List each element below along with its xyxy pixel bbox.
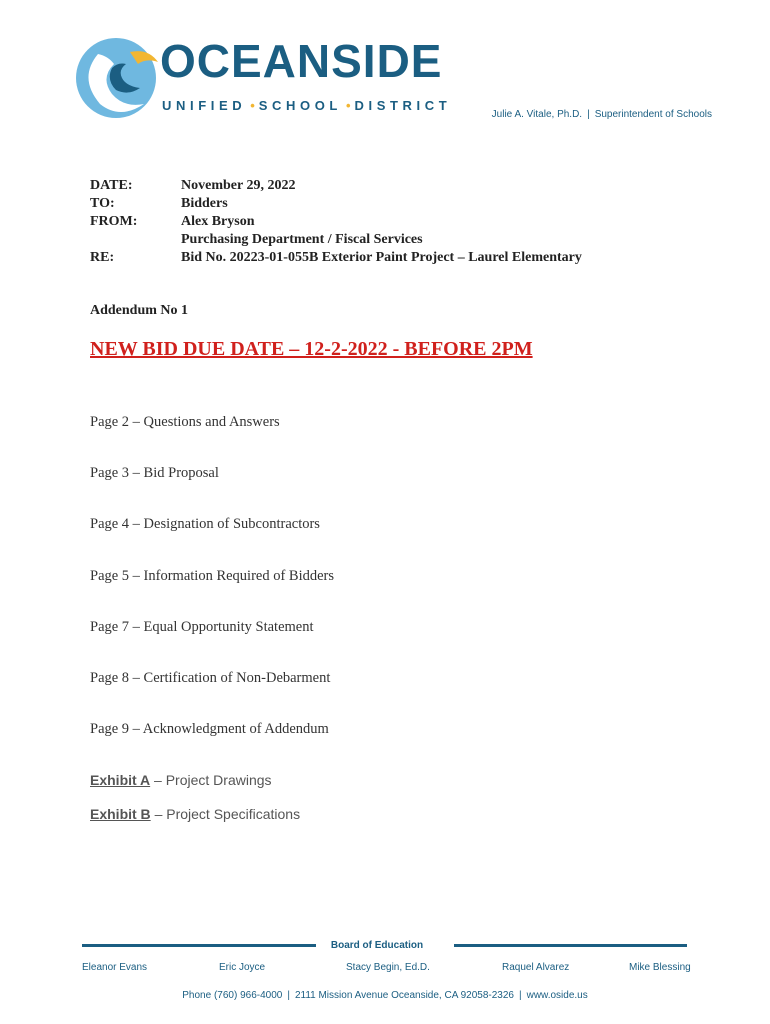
memo-row-re [90, 249, 582, 267]
brand-sub-dot: • [250, 98, 255, 113]
exhibit-b-label: Exhibit B [90, 806, 151, 822]
brand-subtitle [162, 98, 451, 113]
exhibit-a [90, 772, 300, 788]
footer-rule-right [454, 944, 687, 947]
exhibit-list [90, 772, 300, 840]
memo-row-date [90, 177, 582, 195]
list-item: Page 4 – Designation of Subcontractors [90, 516, 320, 533]
from-label: FROM: [90, 214, 138, 229]
addendum-title: Addendum No 1 [90, 303, 189, 318]
list-item: Page 2 – Questions and Answers [90, 414, 280, 430]
board-member: Mike Blessing [629, 962, 691, 973]
date-value: November 29, 2022 [181, 178, 296, 193]
website-link[interactable]: www.oside.us [526, 990, 588, 1001]
list-item: Page 5 – Information Required of Bidders [90, 567, 335, 584]
list-item: Page 9 – Acknowledgment of Addendum [90, 721, 329, 738]
exhibit-b [90, 806, 300, 822]
exhibit-a-label: Exhibit A [90, 772, 151, 788]
address: 2111 Mission Avenue Oceanside, CA 92058-2326 [294, 990, 514, 1001]
from-value: Alex Bryson [181, 214, 255, 229]
footer-rule-left [82, 944, 316, 947]
memo-header [90, 177, 582, 267]
re-value: Bid No. 20223-01-055B Exterior Paint Project – Laurel Elementary [181, 250, 582, 265]
dept-spacer [90, 231, 181, 249]
brand-name: OCEANSIDE [160, 35, 443, 87]
re-label: RE: [90, 250, 115, 265]
superintendent-title: Superintendent of Schools [594, 109, 712, 120]
exhibit-b-desc: – Project Specifications [154, 806, 301, 822]
brand-sub-school: SCHOOL [258, 98, 342, 113]
list-item: Page 3 – Bid Proposal [90, 465, 219, 482]
to-label: TO: [90, 196, 115, 211]
board-title: Board of Education [330, 940, 424, 951]
memo-row-dept [90, 231, 582, 249]
phone: Phone (760) 966-4000 [182, 990, 283, 1001]
board-member: Raquel Alvarez [502, 962, 570, 973]
brand-sub-unified: UNIFIED [162, 98, 247, 113]
superintendent-name: Julie A. Vitale, Ph.D. [491, 109, 583, 120]
superintendent-separator: | [587, 109, 590, 120]
date-label: DATE: [90, 178, 133, 193]
exhibit-a-desc: – Project Drawings [154, 772, 272, 788]
page-list [90, 414, 334, 772]
board-member: Eleanor Evans [82, 962, 148, 973]
contact-separator: | [287, 990, 290, 1001]
to-value: Bidders [181, 196, 228, 211]
brand-sub-dot: • [345, 98, 351, 113]
due-date-notice: NEW BID DUE DATE – 12-2-2022 - BEFORE 2PM [90, 338, 533, 360]
board-member: Eric Joyce [219, 962, 266, 973]
board-member: Stacy Begin, Ed.D. [346, 962, 430, 973]
memo-row-to [90, 195, 582, 213]
contact-separator: | [518, 990, 522, 1001]
list-item: Page 7 – Equal Opportunity Statement [90, 618, 314, 635]
from-department: Purchasing Department / Fiscal Services [181, 232, 423, 247]
contact-line [0, 990, 770, 1001]
superintendent-line [492, 109, 712, 120]
memo-row-from [90, 213, 582, 231]
list-item: Page 8 – Certification of Non-Debarment [90, 669, 331, 686]
brand-sub-district: DISTRICT [354, 98, 452, 113]
